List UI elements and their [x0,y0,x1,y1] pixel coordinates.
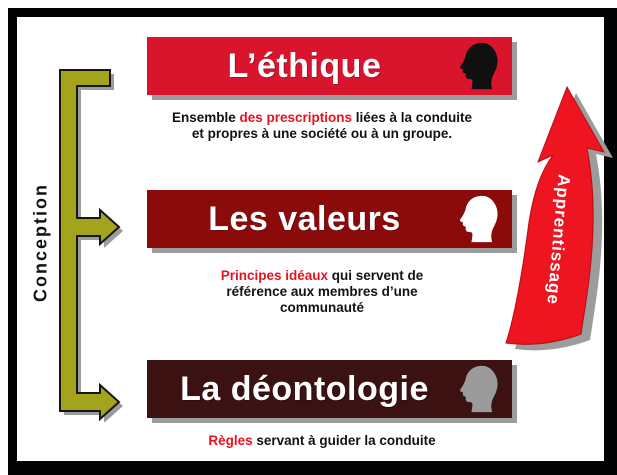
ethics-description [142,110,502,142]
description-text-highlight: Règles [208,433,253,448]
description-text-highlight: des prescriptions [239,110,353,125]
description-text-plain: qui servent de référence aux membres d’une communauté [226,268,424,315]
conception-bracket-shape [60,70,119,419]
head-profile-icon [454,193,504,245]
deontology-description [142,433,502,449]
head-profile-icon [454,40,504,92]
deontology-banner-title: La déontologie [180,369,429,408]
conception-bracket-arrow [55,62,125,422]
values-banner [147,190,512,248]
description-text-plain: liées à la conduite et propres à une société ou à un groupe. [191,110,473,141]
head-profile-icon [454,363,504,415]
ethics-description-text [166,110,478,142]
values-description [142,268,502,316]
description-text-highlight: Principes idéaux [220,268,328,283]
deontology-banner [147,360,512,418]
deontology-description-text [152,433,492,449]
ethics-banner [147,37,512,95]
apprentissage-label: Apprentissage [543,173,574,306]
conception-label: Conception [30,183,51,303]
values-banner-title: Les valeurs [208,199,401,238]
values-description-text [200,268,445,316]
description-text-plain: Ensemble [171,110,240,125]
ethics-banner-title: L’éthique [227,46,382,85]
description-text-plain: servant à guider la conduite [252,433,436,448]
